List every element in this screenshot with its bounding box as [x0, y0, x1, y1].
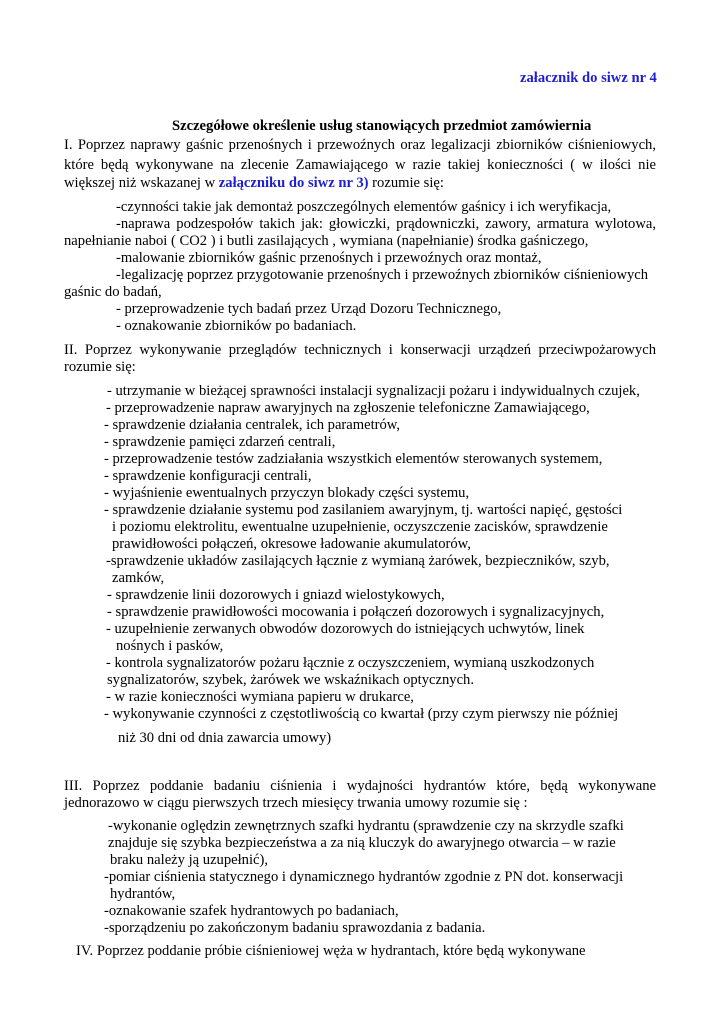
section-3-item: hydrantów,	[110, 886, 176, 902]
section-1-item: -legalizację poprzez przygotowanie przenośnych i przewoźnych zbiorników ciśnieniowych	[116, 267, 649, 283]
section-1-line-3	[64, 175, 444, 192]
section-1-line-1: I. Poprzez naprawy gaśnic przenośnych i przewoźnych oraz legalizacji zbiorników ciśnieniowych,	[64, 137, 656, 153]
section-1-item: -malowanie zbiorników gaśnic przenośnych i przewoźnych oraz montaż,	[116, 250, 542, 266]
section-3-item: znajduje się szybka bezpieczeństwa a za nią kluczyk do awaryjnego otwarcia – w razie	[108, 835, 616, 851]
section-2-item: - uzupełnienie zerwanych obwodów dozorowych do istniejących uchwytów, linek	[106, 621, 585, 637]
section-4-line-1: IV. Poprzez poddanie próbie ciśnieniowej węża w hydrantach, które będą wykonywane	[76, 943, 586, 959]
section-1-item: -czynności takie jak demontaż poszczególnych elementów gaśnicy i ich weryfikacja,	[116, 199, 612, 215]
section-2-item: i poziomu elektrolitu, ewentualne uzupełnienie, oczyszczenie zacisków, sprawdzenie	[112, 519, 608, 535]
section-2-item: - w razie konieczności wymiana papieru w drukarce,	[106, 689, 414, 705]
section-2-item: nośnych i pasków,	[116, 638, 224, 654]
section-2-item: - sprawdzenie konfiguracji centrali,	[104, 468, 312, 484]
section-2-item: - przeprowadzenie testów zadziałania wszystkich elementów sterowanych systemem,	[104, 451, 603, 467]
section-3-item: -oznakowanie szafek hydrantowych po badaniach,	[104, 903, 399, 919]
section-2-item: - wyjaśnienie ewentualnych przyczyn blokady części systemu,	[104, 485, 470, 501]
section-2-item: niż 30 dni od dnia zawarcia umowy)	[118, 730, 332, 746]
document-title: Szczegółowe określenie usług stanowiących przedmiot zamówiernia	[172, 118, 592, 134]
section-2-item: - utrzymanie w bieżącej sprawności instalacji sygnalizacji pożaru i indywidualnych czujek,	[107, 383, 640, 399]
section-3-item: -sporządzeniu po zakończonym badaniu sprawozdania z badania.	[104, 920, 486, 936]
section-2-item: - sprawdzenie pamięci zdarzeń centrali,	[104, 434, 336, 450]
section-2-item: - wykonywanie czynności z częstotliwością co kwartał (przy czym pierwszy nie później	[104, 706, 619, 722]
section-2-item: zamków,	[112, 570, 165, 586]
attachment-reference: załączniku do siwz nr 3)	[218, 175, 369, 191]
section-1-item: - przeprowadzenie tych badań przez Urząd Dozoru Technicznego,	[116, 301, 502, 317]
section-3-item: -wykonanie oględzin zewnętrznych szafki hydrantu (sprawdzenie czy na skrzydle szafki	[108, 818, 624, 834]
section-2-item: -sprawdzenie układów zasilających łącznie z wymianą żarówek, bezpieczników, szyb,	[106, 553, 610, 569]
section-3-item: braku należy ją uzupełnić),	[110, 852, 269, 868]
section-2-item: - sprawdzenie działanie systemu pod zasilaniem awaryjnym, tj. wartości napięć, gęstości	[104, 502, 623, 518]
section-1-line-3-post: rozumie się:	[368, 175, 444, 191]
attachment-header: załacznik do siwz nr 4	[520, 70, 657, 86]
section-1-item: -naprawa podzespołów takich jak: głowiczki, prądowniczki, zawory, armatura wylotowa,	[116, 216, 656, 232]
section-2-line-2: rozumie się:	[64, 359, 136, 375]
section-3-line-1: III. Poprzez poddanie badaniu ciśnienia i wydajności hydrantów które, będą wykonywane	[64, 778, 656, 794]
section-1-item: gaśnic do badań,	[64, 284, 162, 300]
section-2-item: - przeprowadzenie napraw awaryjnych na zgłoszenie telefoniczne Zamawiającego,	[106, 400, 590, 416]
section-3-item: -pomiar ciśnienia statycznego i dynamicznego hydrantów zgodnie z PN dot. konserwacji	[104, 869, 624, 885]
section-1-item: - oznakowanie zbiorników po badaniach.	[116, 318, 357, 334]
section-2-item: sygnalizatorów, szybek, żarówek we wskaźnikach optycznych.	[107, 672, 475, 688]
section-2-item: - sprawdzenie linii dozorowych i gniazd wielostykowych,	[107, 587, 445, 603]
section-2-item: prawidłowości połączeń, okresowe ładowanie akumulatorów,	[112, 536, 471, 552]
section-1-line-2: które będą wykonywane na zlecenie Zamawiającego w razie takiej konieczności ( w ilości nie	[64, 157, 656, 173]
section-2-item: - sprawdzenie działania centralek, ich parametrów,	[104, 417, 401, 433]
section-2-item: - kontrola sygnalizatorów pożaru łącznie z oczyszczeniem, wymianą uszkodzonych	[106, 655, 595, 671]
section-1-line-3-pre: większej niż wskazanej w	[64, 175, 219, 191]
section-2-item: - sprawdzenie prawidłowości mocowania i połączeń dozorowych i sygnalizacyjnych,	[107, 604, 605, 620]
section-3-line-2: jednorazowo w ciągu pierwszych trzech miesięcy trwania umowy rozumie się :	[64, 795, 528, 811]
section-1-item: napełnianie naboi ( CO2 ) i butli zasilających , wymiana (napełnianie) środka gaśniczego,	[64, 233, 589, 249]
section-2-line-1: II. Poprzez wykonywanie przeglądów technicznych i konserwacji urządzeń przeciwpożarowych	[64, 342, 656, 358]
